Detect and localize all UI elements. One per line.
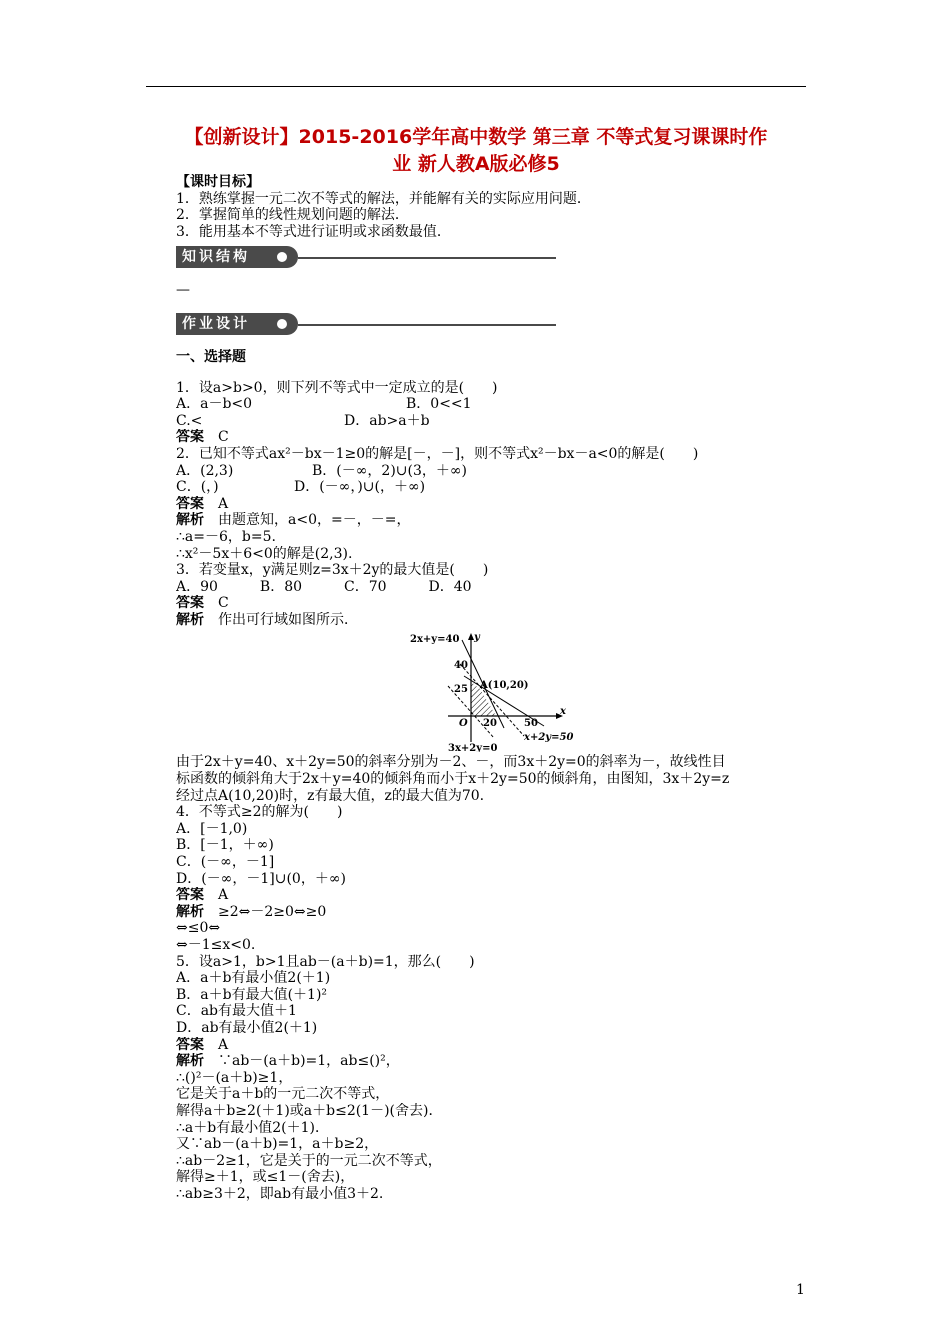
goal-item: 1．熟练掌握一元二次不等式的解法，并能解有关的实际应用问题． <box>176 190 591 207</box>
option-b: B．0<<1 <box>406 396 472 413</box>
analysis-line: ∴ab－2≥1，它是关于的一元二次不等式， <box>176 1152 442 1169</box>
option-d: D．(－∞，－1]∪(0，＋∞) <box>176 870 346 887</box>
label-x: x <box>560 706 566 718</box>
analysis-line: 经过点A(10,20)时，z有最大值，z的最大值为70. <box>176 787 485 804</box>
title-line-2: 业 新人教A版必修5 <box>392 153 560 175</box>
question-stem: 3．若变量x，y满足则z=3x＋2y的最大值是( ) <box>176 562 489 579</box>
answer-row: 答案 A <box>176 887 229 904</box>
document-title <box>146 124 806 178</box>
label-line-2x-y-40: 2x+y=40 <box>410 634 460 646</box>
question-stem: 2．已知不等式ax²－bx－1≥0的解是[－，－]，则不等式x²－bx－a<0的解是( ) <box>176 445 699 462</box>
analysis-line: 解得a＋b≥2(＋1)或a＋b≤2(1－)(舍去)． <box>176 1102 443 1119</box>
option-row <box>176 396 816 413</box>
option-c: C．(－∞，－1] <box>176 854 275 871</box>
label-y: y <box>474 632 480 644</box>
feasible-region-figure <box>176 630 816 752</box>
analysis-line: ∴ab≥3＋2，即ab有最小值3＋2. <box>176 1185 384 1202</box>
answer-row: 答案 C <box>176 595 229 612</box>
analysis-row: 解析 作出可行域如图所示． <box>176 611 358 628</box>
answer-row: 答案 A <box>176 495 229 512</box>
option-row <box>176 413 816 430</box>
option-a: A．[－1,0) <box>176 820 248 837</box>
option-c: C．(，) <box>176 479 219 496</box>
analysis-line: ⇔≤0⇔ <box>176 920 221 937</box>
analysis-line: 又∵ab－(a＋b)=1，a＋b≥2， <box>176 1136 379 1153</box>
label-origin: O <box>459 718 468 730</box>
bullet-dot-icon <box>277 319 287 329</box>
tick-y-40: 40 <box>454 660 468 672</box>
goal-item: 3．能用基本不等式进行证明或求函数最值． <box>176 223 451 240</box>
option-row: A．90 B．80 C．70 D．40 <box>176 578 472 595</box>
label-line-x-2y-50: x+2y=50 <box>524 732 574 744</box>
analysis-line: ∴a=－6，b=5. <box>176 528 276 545</box>
title-line-1: 【创新设计】2015-2016学年高中数学 第三章 不等式复习课课时作 <box>184 126 768 148</box>
option-row <box>176 463 816 480</box>
option-a: A．a－b<0 <box>176 396 253 413</box>
option-row <box>176 479 816 496</box>
analysis-line: 解得≥＋1，或≤1－(舍去)， <box>176 1169 355 1186</box>
option-b: B．a＋b有最大值(＋1)² <box>176 986 328 1003</box>
option-c: C．ab有最大值＋1 <box>176 1003 297 1020</box>
option-d: D．(－∞，)∪(，＋∞) <box>294 479 426 496</box>
analysis-line: 标函数的倾斜角大于2x＋y=40的倾斜角而小于x＋2y=50的倾斜角，由图知，3x＋2y=z <box>176 771 730 788</box>
label-point-a: A(10,20) <box>480 680 529 692</box>
section-header-homework <box>176 313 816 335</box>
analysis-row: 解析 ∵ab－(a＋b)=1，ab≤()²， <box>176 1053 400 1070</box>
knowledge-body: — <box>176 282 190 299</box>
section-header-knowledge <box>176 246 816 268</box>
option-b: B．[－1，＋∞) <box>176 837 274 854</box>
question-stem: 4．不等式≥2的解为( ) <box>176 804 343 821</box>
page-number: 1 <box>796 1282 805 1298</box>
feasible-region-graph <box>408 630 588 752</box>
section-label: 知识结构 <box>176 246 298 268</box>
question-stem: 5．设a>1，b>1且ab－(a＋b)=1，那么( ) <box>176 953 475 970</box>
analysis-line: ∴a＋b有最小值2(＋1)． <box>176 1119 329 1136</box>
part-title: 一、选择题 <box>176 348 246 365</box>
question-stem: 1．设a>b>0，则下列不等式中一定成立的是( ) <box>176 379 498 396</box>
goals-header: 【课时目标】 <box>176 174 260 190</box>
section-rule <box>298 324 556 326</box>
option-b: B．(－∞，2)∪(3，＋∞) <box>312 462 468 479</box>
header-rule <box>146 86 806 87</box>
option-c: C.< <box>176 412 203 429</box>
option-a: A．a＋b有最小值2(＋1) <box>176 970 331 987</box>
label-line-3x-2y-0: 3x+2y=0 <box>448 743 498 753</box>
option-d: D．ab>a＋b <box>344 412 430 429</box>
option-a: A．(2,3) <box>176 462 234 479</box>
tick-y-25: 25 <box>454 684 468 696</box>
analysis-row: 解析 由题意知，a<0，=－，－=， <box>176 512 411 529</box>
analysis-line: 它是关于a＋b的一元二次不等式， <box>176 1086 390 1103</box>
section-label: 作业设计 <box>176 313 298 335</box>
analysis-row: 解析 ≥2⇔－2≥0⇔≥0 <box>176 903 327 920</box>
analysis-line: ∴x²－5x＋6<0的解是(2,3). <box>176 545 353 562</box>
document-body <box>176 174 816 1203</box>
analysis-line: ⇔－1≤x<0. <box>176 937 256 953</box>
analysis-line: ∴()²－(a＋b)≥1， <box>176 1069 293 1086</box>
option-d: D．ab有最小值2(＋1) <box>176 1019 318 1036</box>
goal-item: 2．掌握简单的线性规划问题的解法． <box>176 207 409 224</box>
tick-x-20: 20 <box>483 718 497 730</box>
tick-x-50: 50 <box>524 718 538 730</box>
answer-row: 答案 A <box>176 1036 229 1053</box>
analysis-line: 由于2x＋y=40、x＋2y=50的斜率分别为－2、－，而3x＋2y=0的斜率为－，故线性目 <box>176 754 726 771</box>
answer-row: 答案 C <box>176 429 229 446</box>
section-rule <box>298 257 556 259</box>
